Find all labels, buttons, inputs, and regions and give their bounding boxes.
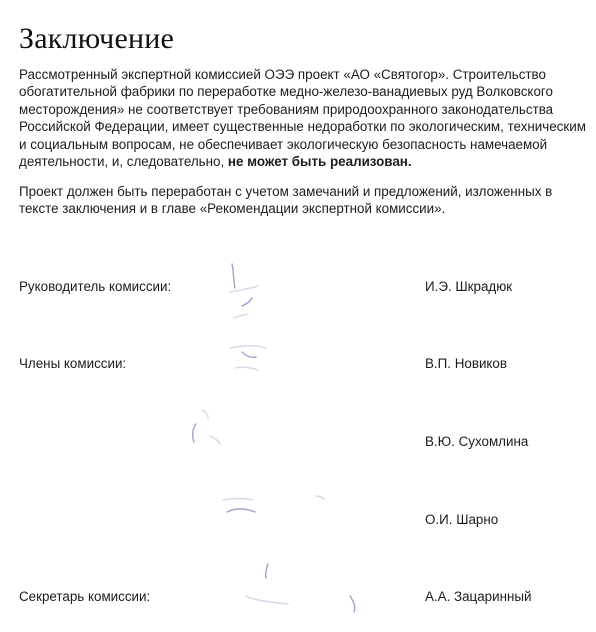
conclusion-paragraph [19,66,587,170]
member-signature-1 [222,330,292,390]
member-name-1: В.П. Новиков [425,356,507,371]
members-label: Члены комиссии: [19,356,127,371]
member-name-3: О.И. Шарно [425,512,499,527]
member-name-2: В.Ю. Сухомлина [425,434,529,449]
member-signature-3 [215,488,285,538]
conclusion-verdict: не может быть реализован. [227,154,412,170]
secretary-name: А.А. Зацаринный [425,589,532,604]
secretary-label: Секретарь комиссии: [19,589,151,604]
secretary-signature-mark [340,590,370,620]
page-title: Заключение [19,22,174,55]
recommendation-paragraph: Проект должен быть переработан с учетом замечаний и предложений, изложенных в тексте заключения и в главе «Рекомендации экспертной комиссии». [19,184,553,217]
member-signature-3-mark [312,490,332,510]
head-name: И.Э. Шкрадюк [425,279,513,294]
conclusion-text: Рассмотренный экспертной комиссией ОЭЭ проект «АО «Святогор». Строительство обогатительной фабрики по переработке медно-железо-ванадиевых руд Волковского месторождения» не соответствует требованиям природоохранного законодательства Российской Федерации, имеет существенные недоработки по экологическим, техническим и социальным вопросам, не обеспечивает экологическую безопасность намечаемой деятельности, и, следовательно, [19,67,586,170]
secretary-signature [238,560,328,620]
head-signature [222,258,282,328]
member-signature-2 [180,402,240,462]
head-label: Руководитель комиссии: [19,279,172,294]
